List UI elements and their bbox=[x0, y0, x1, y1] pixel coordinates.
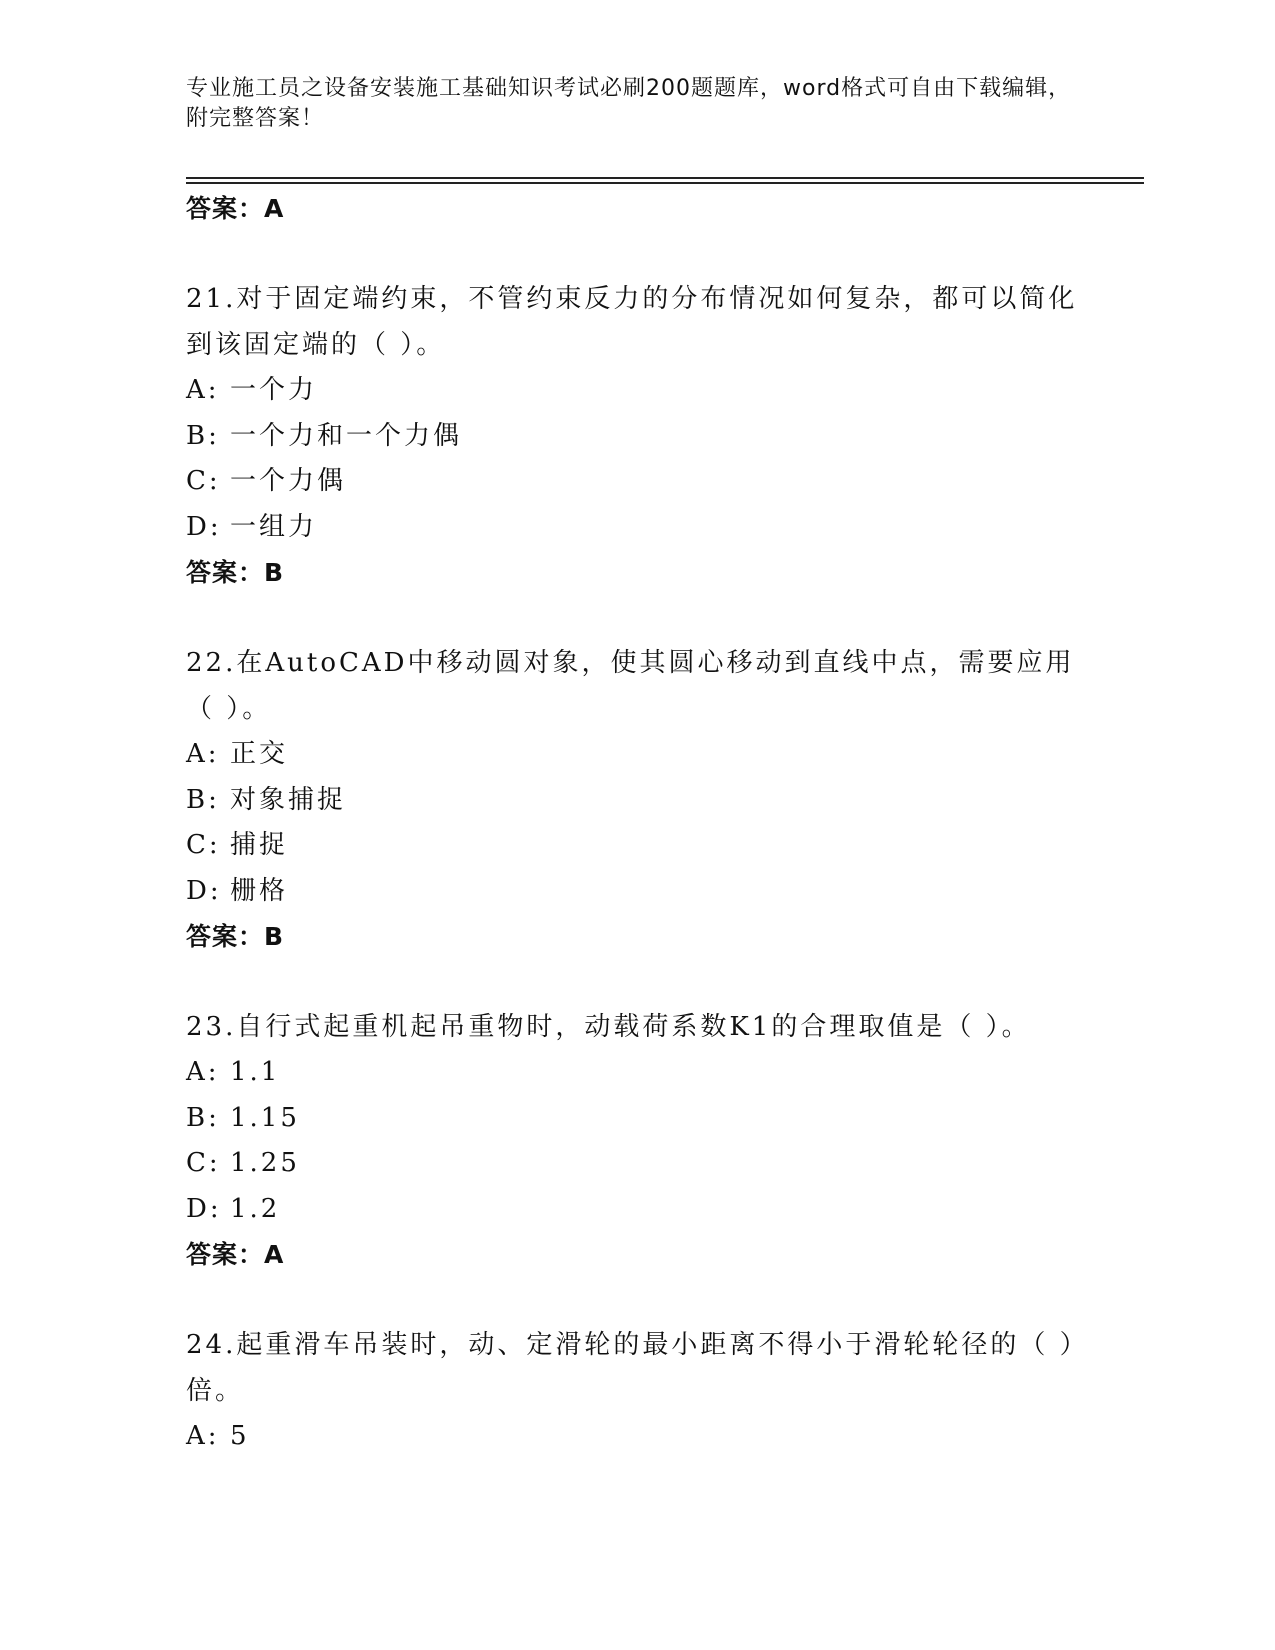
header-rule-top bbox=[186, 177, 1144, 179]
option-b bbox=[186, 414, 1086, 460]
option-key: C: bbox=[186, 830, 221, 860]
option-key: A: bbox=[186, 1057, 220, 1087]
option-key: A: bbox=[186, 739, 220, 769]
option-d bbox=[186, 505, 1086, 551]
option-d bbox=[186, 1187, 1086, 1233]
option-d bbox=[186, 869, 1086, 915]
answer-line: 答案：A bbox=[186, 1240, 285, 1269]
option-c bbox=[186, 459, 1086, 505]
option-text: 一个力和一个力偶 bbox=[230, 420, 463, 451]
question-text: 23.自行式起重机起吊重物时，动载荷系数K1的合理取值是（ ）。 bbox=[186, 1012, 1031, 1042]
document-header: 专业施工员之设备安装施工基础知识考试必刷200题题库，word格式可自由下载编辑，附完整答案！ bbox=[186, 76, 1072, 131]
option-key: C: bbox=[186, 466, 221, 496]
answer-line: 答案：B bbox=[186, 558, 285, 587]
option-text: 1.25 bbox=[230, 1148, 300, 1178]
option-text: 一个力 bbox=[230, 375, 318, 405]
option-key: D: bbox=[186, 511, 222, 542]
option-text: 1.2 bbox=[230, 1193, 281, 1224]
answer-line: 答案：A bbox=[186, 194, 285, 223]
option-key: B: bbox=[186, 420, 220, 451]
option-a bbox=[186, 732, 1086, 778]
question-text: 24.起重滑车吊装时，动、定滑轮的最小距离不得小于滑轮轮径的（ ）倍。 bbox=[186, 1330, 1076, 1406]
option-text: 栅格 bbox=[230, 875, 289, 906]
option-text: 对象捕捉 bbox=[230, 784, 347, 815]
option-key: B: bbox=[186, 784, 220, 815]
option-key: B: bbox=[186, 1102, 220, 1133]
option-key: D: bbox=[186, 1193, 222, 1224]
answer-line: 答案：B bbox=[186, 922, 285, 951]
question-text: 22.在AutoCAD中移动圆对象，使其圆心移动到直线中点，需要应用（ ）。 bbox=[186, 648, 1075, 724]
option-text: 一个力偶 bbox=[230, 466, 347, 496]
question-list bbox=[186, 186, 1086, 1460]
option-c bbox=[186, 1141, 1086, 1187]
option-key: D: bbox=[186, 875, 222, 906]
option-text: 1.1 bbox=[230, 1057, 281, 1087]
option-a bbox=[186, 1050, 1086, 1096]
option-text: 正交 bbox=[230, 739, 289, 769]
header-rule-bottom bbox=[186, 182, 1144, 184]
option-key: C: bbox=[186, 1148, 221, 1178]
option-a bbox=[186, 1414, 1086, 1460]
option-c bbox=[186, 823, 1086, 869]
option-text: 5 bbox=[230, 1421, 250, 1451]
option-key: A: bbox=[186, 1421, 220, 1451]
question-text: 21.对于固定端约束，不管约束反力的分布情况如何复杂，都可以简化到该固定端的（ ）。 bbox=[186, 284, 1078, 360]
option-text: 1.15 bbox=[230, 1102, 300, 1133]
option-text: 一组力 bbox=[230, 511, 318, 542]
option-text: 捕捉 bbox=[230, 830, 289, 860]
option-b bbox=[186, 1096, 1086, 1142]
option-key: A: bbox=[186, 375, 220, 405]
option-a bbox=[186, 368, 1086, 414]
option-b bbox=[186, 778, 1086, 824]
